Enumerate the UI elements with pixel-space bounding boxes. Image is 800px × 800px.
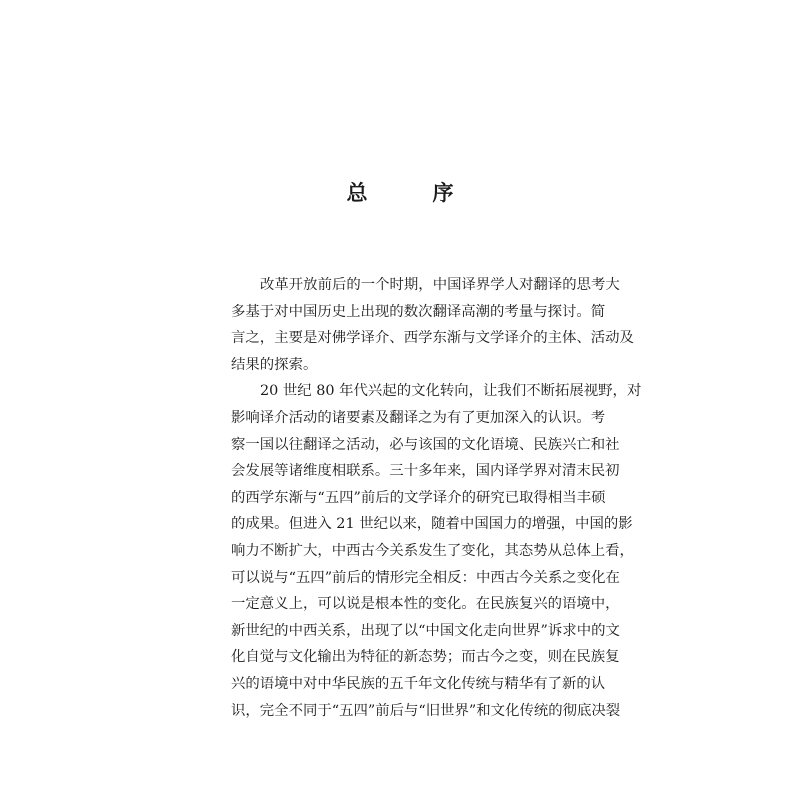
text-line: 兴的语境中对中华民族的五千年文化传统与精华有了新的认 bbox=[231, 675, 606, 692]
text-line: 识，完全不同于“五四”前后与“旧世界”和文化传统的彻底决裂 bbox=[231, 702, 621, 719]
text-line: 言之，主要是对佛学译介、西学东渐与文学译介的主体、活动及 bbox=[231, 330, 634, 347]
body-text bbox=[231, 272, 642, 724]
text-line: 多基于对中国历史上出现的数次翻译高潮的考量与探讨。简 bbox=[231, 303, 606, 320]
text-line: 影响译介活动的诸要素及翻译之为有了更加深入的认识。考 bbox=[231, 409, 606, 426]
text-line: 的西学东渐与“五四”前后的文学译介的研究已取得相当丰硕 bbox=[231, 489, 606, 506]
text-line: 会发展等诸维度相联系。三十多年来，国内译学界对清末民初 bbox=[231, 463, 620, 480]
page-title: 总 序 bbox=[346, 180, 476, 205]
text-line: 新世纪的中西关系，出现了以“中国文化走向世界”诉求中的文 bbox=[231, 622, 620, 639]
text-line: 结果的探索。 bbox=[231, 356, 318, 373]
text-line: 20 世纪 80 年代兴起的文化转向，让我们不断拓展视野，对 bbox=[260, 383, 642, 400]
text-line: 化自觉与文化输出为特征的新态势；而古今之变，则在民族复 bbox=[231, 649, 620, 666]
text-line: 一定意义上，可以说是根本性的变化。在民族复兴的语境中， bbox=[231, 596, 620, 613]
text-line: 响力不断扩大，中西古今关系发生了变化，其态势从总体上看， bbox=[231, 542, 634, 559]
text-line: 察一国以往翻译之活动，必与该国的文化语境、民族兴亡和社 bbox=[231, 436, 620, 453]
text-line: 的成果。但进入 21 世纪以来，随着中国国力的增强，中国的影 bbox=[231, 516, 633, 533]
text-line: 可以说与“五四”前后的情形完全相反：中西古今关系之变化在 bbox=[231, 569, 620, 586]
text-line: 改革开放前后的一个时期，中国译界学人对翻译的思考大 bbox=[260, 277, 620, 293]
